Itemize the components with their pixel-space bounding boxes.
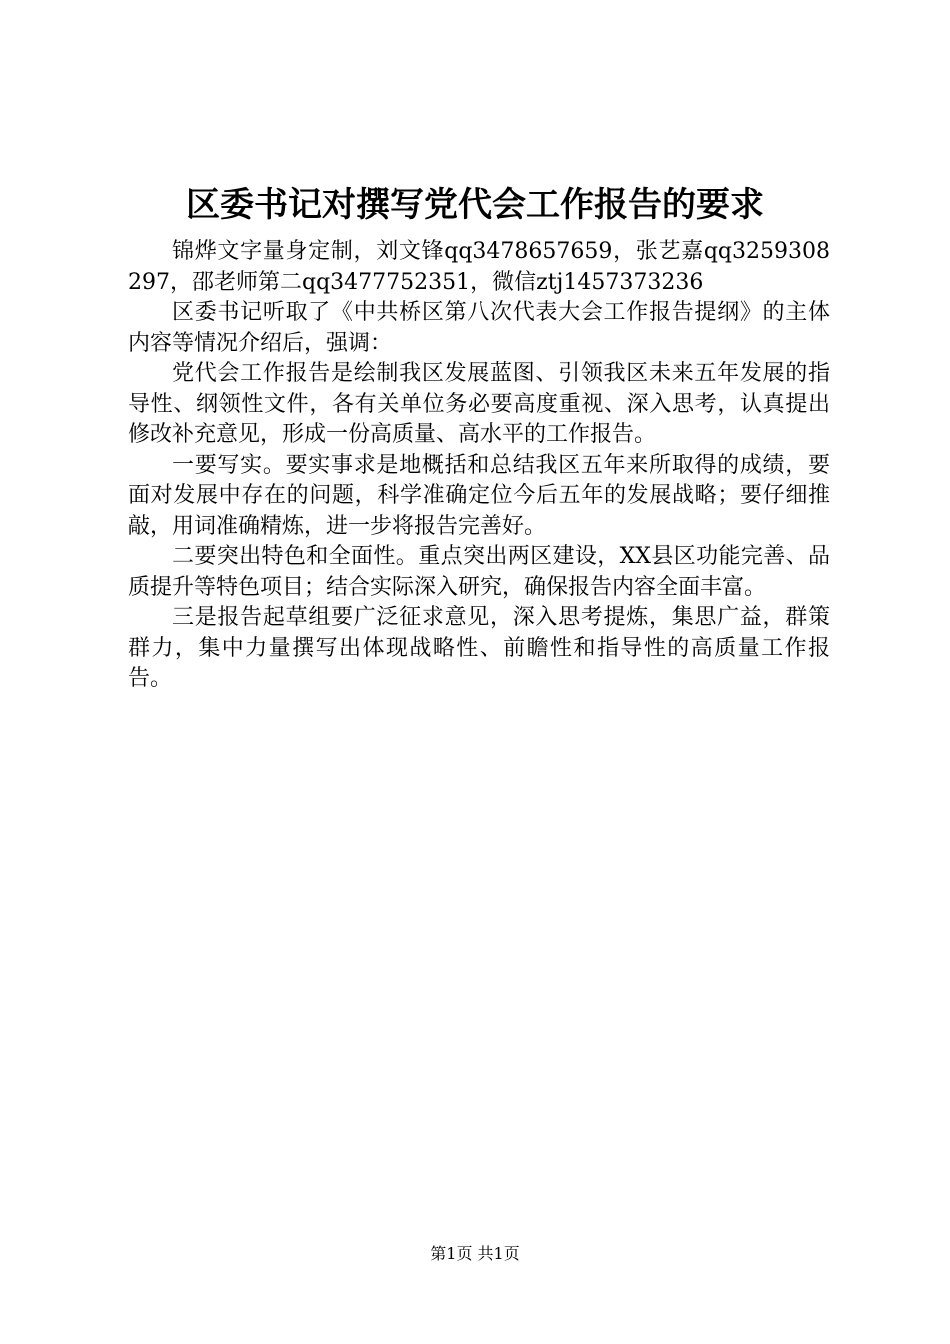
paragraph-overview: 党代会工作报告是绘制我区发展蓝图、引领我区未来五年发展的指导性、纲领性文件，各有关单位务必要高度重视、深入思考，认真提出修改补充意见，形成一份高质量、高水平的工作报告。 xyxy=(128,361,830,447)
page-footer: 第1页 共1页 xyxy=(430,1244,520,1263)
paragraph-point-one: 一要写实。要实事求是地概括和总结我区五年来所取得的成绩，要面对发展中存在的问题，科学准确定位今后五年的发展战略；要仔细推敲，用词准确精炼，进一步将报告完善好。 xyxy=(128,452,830,539)
paragraph-point-three: 三是报告起草组要广泛征求意见，深入思考提炼，集思广益，群策群力，集中力量撰写出体现战略性、前瞻性和指导性的高质量工作报告。 xyxy=(128,605,830,691)
paragraph-contact: 锦烨文字量身定制，刘文锋qq3478657659，张艺嘉qq3259308297，邵老师第二qq3477752351，微信ztj1457373236 xyxy=(128,239,830,295)
paragraph-point-two: 二要突出特色和全面性。重点突出两区建设，XX县区功能完善、品质提升等特色项目；结合实际深入研究，确保报告内容全面丰富。 xyxy=(128,544,830,600)
paragraph-intro: 区委书记听取了《中共桥区第八次代表大会工作报告提纲》的主体内容等情况介绍后，强调： xyxy=(128,300,830,356)
document-body xyxy=(128,237,830,695)
document-title: 区委书记对撰写党代会工作报告的要求 xyxy=(186,185,764,225)
